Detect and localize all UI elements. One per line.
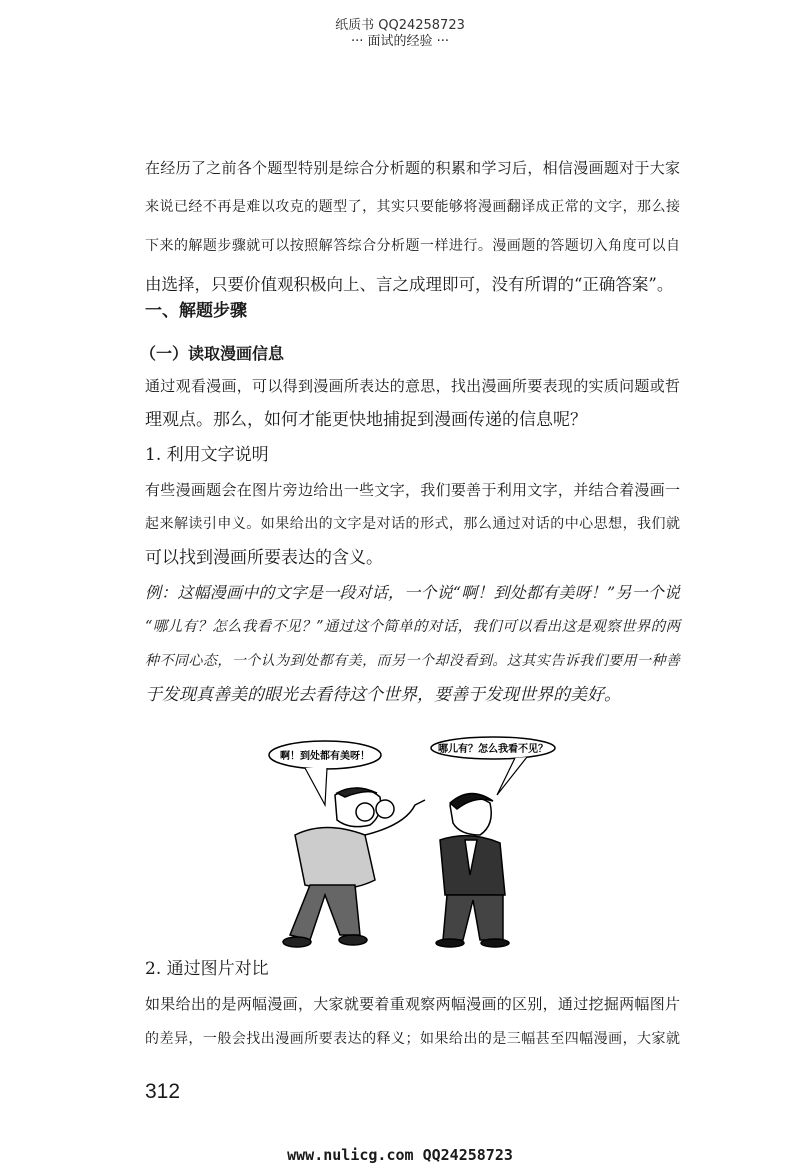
page-number: 312 <box>145 1080 181 1103</box>
section-heading: 一、解题步骤 <box>145 301 247 321</box>
cartoon-illustration <box>265 735 585 950</box>
footer-watermark: www.nulicg.com QQ24258723 <box>287 1146 513 1164</box>
body-line: 如果给出的是两幅漫画，大家就要着重观察两幅漫画的区别，通过挖掘两幅图片 <box>145 995 680 1013</box>
intro-line: 在经历了之前各个题型特别是综合分析题的积累和学习后，相信漫画题对于大家 <box>145 159 680 177</box>
example-line: 于发现真善美的眼光去看待这个世界，要善于发现世界的美好。 <box>145 685 621 705</box>
body-line: 理观点。那么，如何才能更快地捕捉到漫画传递的信息呢？ <box>145 410 587 430</box>
intro-line: 下来的解题步骤就可以按照解答综合分析题一样进行。漫画题的答题切入角度可以自 <box>145 238 680 254</box>
example-line: 种不同心态，一个认为到处都有美，而另一个却没看到。这其实告诉我们要用一种善 <box>145 653 680 669</box>
example-line: 例：这幅漫画中的文字是一段对话，一个说“啊！到处都有美呀！”另一个说 <box>145 583 680 602</box>
example-line: “哪儿有？怎么我看不见？”通过这个简单的对话，我们可以看出这是观察世界的两 <box>145 619 680 635</box>
body-line: 可以找到漫画所要表达的含义。 <box>145 548 383 568</box>
body-line: 有些漫画题会在图片旁边给出一些文字，我们要善于利用文字，并结合着漫画一 <box>145 481 680 499</box>
intro-line: 来说已经不再是难以攻克的题型了，其实只要能够将漫画翻译成正常的文字，那么接 <box>145 199 680 215</box>
left-figure <box>283 788 425 947</box>
running-title: ··· 面试的经验 ··· <box>350 34 450 49</box>
item2-title: 2. 通过图片对比 <box>145 959 269 979</box>
watermark: 纸质书 QQ24258723 <box>335 18 465 33</box>
right-figure <box>436 793 509 947</box>
intro-line: 由选择，只要价值观积极向上、言之成理即可，没有所谓的“正确答案”。 <box>145 275 674 294</box>
left-bubble-text: 啊！到处都有美呀！ <box>280 751 370 762</box>
right-bubble-text: 哪儿有？怎么我看不见？ <box>438 744 548 755</box>
body-line: 通过观看漫画，可以得到漫画所表达的意思，找出漫画所要表现的实质问题或哲 <box>145 377 680 395</box>
item1-title: 1. 利用文字说明 <box>145 445 269 465</box>
body-line: 的差异，一般会找出漫画所要表达的释义；如果给出的是三幅甚至四幅漫画，大家就 <box>145 1031 680 1047</box>
subsection-heading: （一）读取漫画信息 <box>140 344 285 363</box>
body-line: 起来解读引申义。如果给出的文字是对话的形式，那么通过对话的中心思想，我们就 <box>145 516 680 532</box>
